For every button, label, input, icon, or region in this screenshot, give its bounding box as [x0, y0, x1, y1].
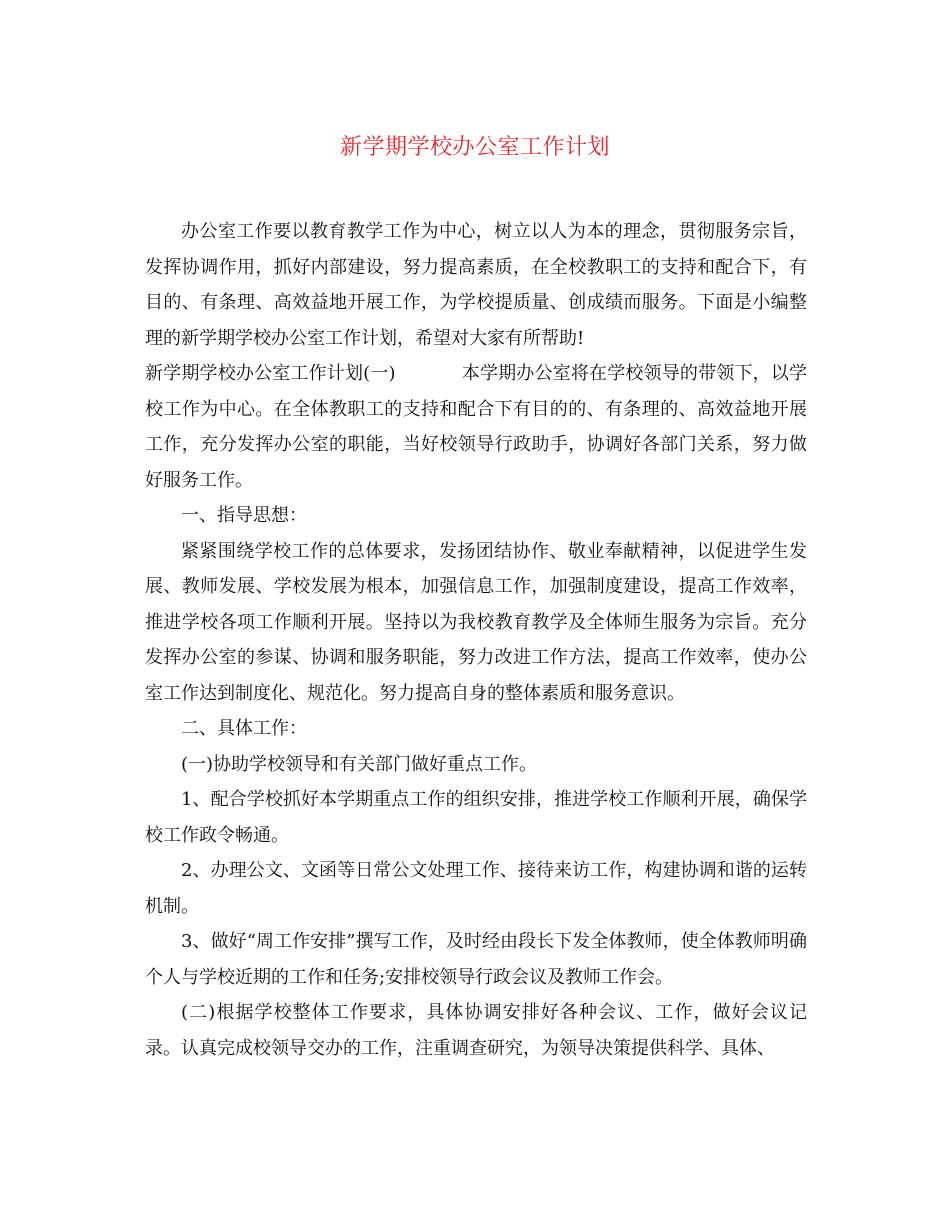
list-item-1: 1、配合学校抓好本学期重点工作的组织安排，推进学校工作顺利开展，确保学校工作政令畅通。	[145, 789, 807, 846]
document-body	[145, 214, 807, 1066]
document-title: 新学期学校办公室工作计划	[339, 135, 610, 160]
list-item-3: 3、做好“周工作安排”撰写工作，及时经由段长下发全体教师，使全体教师明确个人与学校近期的工作和任务;安排校领导行政会议及教师工作会。	[145, 931, 807, 988]
intro-paragraph: 办公室工作要以教育教学工作为中心，树立以人为本的理念，贯彻服务宗旨，发挥协调作用，抓好内部建设，努力提高素质，在全校教职工的支持和配合下，有目的、有条理、高效益地开展工作，为学校提质量、创成绩而服务。下面是小编整理的新学期学校办公室工作计划，希望对大家有所帮助!	[145, 221, 807, 349]
list-item-2: 2、办理公文、文函等日常公文处理工作、接待来访工作，构建协调和谐的运转机制。	[145, 860, 807, 917]
subsection2-paragraph: (二)根据学校整体工作要求，具体协调安排好各种会议、工作，做好会议记录。认真完成校领导交办的工作，注重调查研究，为领导决策提供科学、具体、	[145, 1002, 807, 1059]
plan-paragraph	[145, 356, 807, 498]
plan-heading: 新学期学校办公室工作计划(一)	[145, 363, 396, 384]
section2-heading: 二、具体工作：	[181, 718, 307, 739]
plan-opening-text: 本学期办公室将在学校领导的带领下，以学校工作为中心。在全体教职工的支持和配合下有目的的、有条理的、高效益地开展工作，充分发挥办公室的职能，当好校领导行政助手，协调好各部门关系，努力做好服务工作。	[145, 363, 808, 491]
section1-paragraph: 紧紧围绕学校工作的总体要求，发扬团结协作、敬业奉献精神，以促进学生发展、教师发展、学校发展为根本，加强信息工作，加强制度建设，提高工作效率，推进学校各项工作顺利开展。坚持以为我校教育教学及全体师生服务为宗旨。充分发挥办公室的参谋、协调和服务职能，努力改进工作方法，提高工作效率，使办公室工作达到制度化、规范化。努力提高自身的整体素质和服务意识。	[145, 540, 807, 704]
section1-heading: 一、指导思想：	[181, 505, 307, 526]
subsection1-heading: (一)协助学校领导和有关部门做好重点工作。	[181, 753, 538, 775]
